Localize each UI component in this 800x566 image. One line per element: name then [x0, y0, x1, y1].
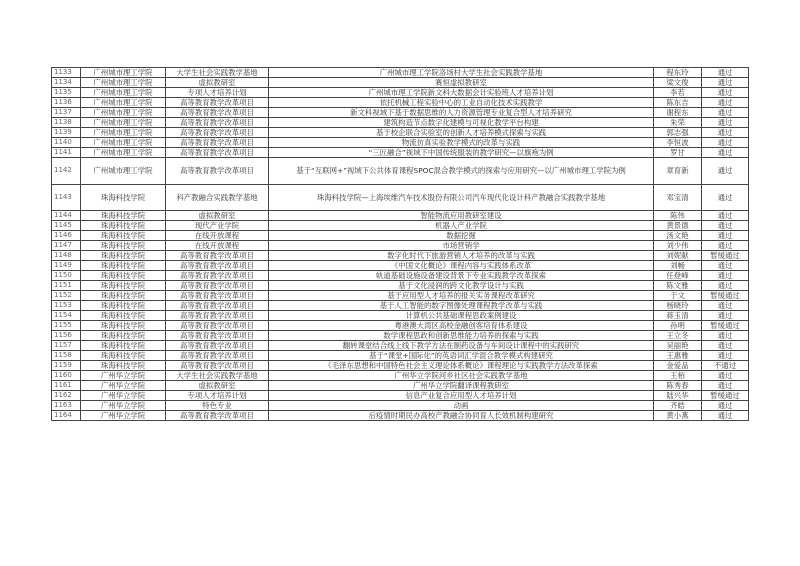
- table-row: [52, 261, 749, 271]
- school-cell: 珠海科技学院: [81, 185, 166, 211]
- status-cell: 通过: [702, 261, 749, 271]
- school-cell: 广州城市理工学院: [81, 148, 166, 158]
- principal-cell: 金爱品: [654, 361, 702, 371]
- table-row: [52, 108, 749, 118]
- row-number: 1159: [52, 361, 81, 371]
- project-name-cell: 赛恒虚拟教研室: [269, 78, 654, 88]
- project-type-cell: 虚拟教研室: [166, 381, 269, 391]
- school-cell: 珠海科技学院: [81, 311, 166, 321]
- status-cell: 通过: [702, 301, 749, 311]
- row-number: 1136: [52, 98, 81, 108]
- project-name-cell: 基于“互联网+”视域下公共体育课程SPOC混合教学模式的探索与应用研究—以广州城市理工学院为例: [269, 158, 654, 185]
- status-cell: 通过: [702, 128, 749, 138]
- row-number: 1144: [52, 211, 81, 221]
- status-cell: 通过: [702, 108, 749, 118]
- project-type-cell: 高等教育教学改革项目: [166, 351, 269, 361]
- table-row: [52, 231, 749, 241]
- project-name-cell: 《毛泽东思想和中国特色社会主义理论体系概论》课程理论与实践教学方法改革探索: [269, 361, 654, 371]
- project-name-cell: 机器人产业学院: [269, 221, 654, 231]
- status-cell: 通过: [702, 401, 749, 411]
- status-cell: 暂缓通过: [702, 321, 749, 331]
- project-name-cell: 后疫情时期民办高校产教融合协同育人长效机制构建研究: [269, 411, 654, 421]
- row-number: 1154: [52, 311, 81, 321]
- project-type-cell: 专项人才培养计划: [166, 391, 269, 401]
- project-type-cell: 高等教育教学改革项目: [166, 108, 269, 118]
- principal-cell: 汤文艳: [654, 231, 702, 241]
- project-type-cell: 高等教育教学改革项目: [166, 341, 269, 351]
- status-cell: 通过: [702, 148, 749, 158]
- table-row: [52, 311, 749, 321]
- row-number: 1153: [52, 301, 81, 311]
- table-row: [52, 301, 749, 311]
- row-number: 1147: [52, 241, 81, 251]
- row-number: 1162: [52, 391, 81, 401]
- school-cell: 广州城市理工学院: [81, 158, 166, 185]
- table-row: [52, 68, 749, 78]
- table-row: [52, 221, 749, 231]
- principal-cell: 李恒波: [654, 138, 702, 148]
- principal-cell: 孙明: [654, 321, 702, 331]
- school-cell: 珠海科技学院: [81, 301, 166, 311]
- school-cell: 广州华立学院: [81, 391, 166, 401]
- table-row: [52, 411, 749, 421]
- status-cell: 通过: [702, 281, 749, 291]
- principal-cell: 陈文雅: [654, 281, 702, 291]
- row-number: 1156: [52, 331, 81, 341]
- row-number: 1158: [52, 351, 81, 361]
- project-name-cell: 信息产业复合应用型人才培养计划: [269, 391, 654, 401]
- row-number: 1142: [52, 158, 81, 185]
- row-number: 1161: [52, 381, 81, 391]
- table-row: [52, 251, 749, 261]
- project-name-cell: 市场营销学: [269, 241, 654, 251]
- principal-cell: 黄景德: [654, 221, 702, 231]
- status-cell: 通过: [702, 221, 749, 231]
- table-body: [52, 68, 749, 421]
- status-cell: 通过: [702, 241, 749, 251]
- project-type-cell: 高等教育教学改革项目: [166, 98, 269, 108]
- school-cell: 广州城市理工学院: [81, 118, 166, 128]
- table-row: [52, 331, 749, 341]
- principal-cell: 邓宝清: [654, 185, 702, 211]
- row-number: 1137: [52, 108, 81, 118]
- principal-cell: 刘畅: [654, 261, 702, 271]
- project-type-cell: 高等教育教学改革项目: [166, 118, 269, 128]
- row-number: 1140: [52, 138, 81, 148]
- principal-cell: 陈东吉: [654, 98, 702, 108]
- project-name-cell: 广州华立学院翻译课程教研室: [269, 381, 654, 391]
- school-cell: 珠海科技学院: [81, 241, 166, 251]
- table-row: [52, 321, 749, 331]
- row-number: 1138: [52, 118, 81, 128]
- status-cell: 通过: [702, 98, 749, 108]
- status-cell: 暂缓通过: [702, 291, 749, 301]
- school-cell: 珠海科技学院: [81, 281, 166, 291]
- principal-cell: 罗甘: [654, 148, 702, 158]
- project-type-cell: 高等教育教学改革项目: [166, 301, 269, 311]
- principal-cell: 郭志强: [654, 128, 702, 138]
- project-name-cell: 建筑构造节点数字化建模与可视化教学平台构建: [269, 118, 654, 128]
- table-row: [52, 185, 749, 211]
- principal-cell: 陈伟: [654, 211, 702, 221]
- row-number: 1149: [52, 261, 81, 271]
- row-number: 1163: [52, 401, 81, 411]
- row-number: 1155: [52, 321, 81, 331]
- project-type-cell: 虚拟教研室: [166, 211, 269, 221]
- school-cell: 珠海科技学院: [81, 231, 166, 241]
- table-row: [52, 351, 749, 361]
- school-cell: 珠海科技学院: [81, 261, 166, 271]
- status-cell: 不通过: [702, 361, 749, 371]
- project-type-cell: 专项人才培养计划: [166, 88, 269, 98]
- project-type-cell: 现代产业学院: [166, 221, 269, 231]
- table-row: [52, 401, 749, 411]
- status-cell: 通过: [702, 411, 749, 421]
- status-cell: 通过: [702, 331, 749, 341]
- principal-cell: 陆兴华: [654, 391, 702, 401]
- principal-cell: 任登峰: [654, 271, 702, 281]
- principal-cell: 齐皓: [654, 401, 702, 411]
- school-cell: 珠海科技学院: [81, 321, 166, 331]
- project-type-cell: 在线开放课程: [166, 231, 269, 241]
- project-name-cell: 计算机公共基础课程思政案例建设: [269, 311, 654, 321]
- school-cell: 珠海科技学院: [81, 341, 166, 351]
- table-row: [52, 281, 749, 291]
- school-cell: 珠海科技学院: [81, 351, 166, 361]
- row-number: 1146: [52, 231, 81, 241]
- principal-cell: 朱荣: [654, 118, 702, 128]
- row-number: 1152: [52, 291, 81, 301]
- row-number: 1141: [52, 148, 81, 158]
- school-cell: 珠海科技学院: [81, 251, 166, 261]
- project-name-cell: 基于人工智能的数字图像处理课程教学改革与实践: [269, 301, 654, 311]
- status-cell: 通过: [702, 88, 749, 98]
- project-type-cell: 在线开放课程: [166, 241, 269, 251]
- principal-cell: 刘妮献: [654, 251, 702, 261]
- table-row: [52, 371, 749, 381]
- school-cell: 广州城市理工学院: [81, 78, 166, 88]
- table-row: [52, 88, 749, 98]
- project-name-cell: 动画: [269, 401, 654, 411]
- row-number: 1133: [52, 68, 81, 78]
- project-name-cell: 数学课程思政和创新思维能力培养的探索与实践: [269, 331, 654, 341]
- project-type-cell: 高等教育教学改革项目: [166, 321, 269, 331]
- school-cell: 广州城市理工学院: [81, 108, 166, 118]
- row-number: 1150: [52, 271, 81, 281]
- row-number: 1151: [52, 281, 81, 291]
- project-type-cell: 特色专业: [166, 401, 269, 411]
- principal-cell: 李若: [654, 88, 702, 98]
- status-cell: 通过: [702, 78, 749, 88]
- project-name-cell: 基于校企联合实验室的创新人才培养模式探索与实践: [269, 128, 654, 138]
- project-name-cell: 基于“课堂+国际化”的英语词汇学混合教学模式构建研究: [269, 351, 654, 361]
- school-cell: 广州城市理工学院: [81, 88, 166, 98]
- principal-cell: 章育新: [654, 158, 702, 185]
- project-name-cell: 基于应用型人才培养的报关实务课程改革研究: [269, 291, 654, 301]
- school-cell: 珠海科技学院: [81, 331, 166, 341]
- project-type-cell: 高等教育教学改革项目: [166, 311, 269, 321]
- project-name-cell: 广州华立学院河乡社区社会实践教学基地: [269, 371, 654, 381]
- principal-cell: 杨晓玲: [654, 301, 702, 311]
- project-name-cell: 广州城市理工学院新文科大数据会计实验班人才培养计划: [269, 88, 654, 98]
- project-name-cell: 数字化时代下旅游营销人才培养的改革与实践: [269, 251, 654, 261]
- school-cell: 广州城市理工学院: [81, 68, 166, 78]
- project-type-cell: 高等教育教学改革项目: [166, 128, 269, 138]
- status-cell: 通过: [702, 341, 749, 351]
- table-row: [52, 128, 749, 138]
- principal-cell: 王惠雅: [654, 351, 702, 361]
- project-name-cell: 翻转课堂结合线上线下教学方法在制药设备与车间设计课程中的实践研究: [269, 341, 654, 351]
- project-name-cell: “三匠融合”视域下中国传统服装的教学研究—以旗袍为例: [269, 148, 654, 158]
- table-row: [52, 78, 749, 88]
- status-cell: 通过: [702, 185, 749, 211]
- table-row: [52, 148, 749, 158]
- row-number: 1164: [52, 411, 81, 421]
- school-cell: 广州华立学院: [81, 401, 166, 411]
- school-cell: 珠海科技学院: [81, 291, 166, 301]
- project-type-cell: 虚拟教研室: [166, 78, 269, 88]
- principal-cell: 梁文俊: [654, 78, 702, 88]
- school-cell: 广州城市理工学院: [81, 98, 166, 108]
- principal-cell: 刘少伟: [654, 241, 702, 251]
- row-number: 1157: [52, 341, 81, 351]
- row-number: 1148: [52, 251, 81, 261]
- principal-cell: 王立冬: [654, 331, 702, 341]
- table-row: [52, 341, 749, 351]
- school-cell: 广州华立学院: [81, 411, 166, 421]
- project-type-cell: 大学生社会实践教学基地: [166, 371, 269, 381]
- project-name-cell: 依托机械工程实验中心的工业自动化技术实践教学: [269, 98, 654, 108]
- principal-cell: 王栢: [654, 371, 702, 381]
- school-cell: 珠海科技学院: [81, 361, 166, 371]
- status-cell: 通过: [702, 158, 749, 185]
- project-type-cell: 高等教育教学改革项目: [166, 271, 269, 281]
- status-cell: 通过: [702, 231, 749, 241]
- project-type-cell: 大学生社会实践教学基地: [166, 68, 269, 78]
- project-type-cell: 高等教育教学改革项目: [166, 251, 269, 261]
- school-cell: 珠海科技学院: [81, 271, 166, 281]
- status-cell: 通过: [702, 138, 749, 148]
- status-cell: 通过: [702, 68, 749, 78]
- row-number: 1134: [52, 78, 81, 88]
- project-type-cell: 高等教育教学改革项目: [166, 411, 269, 421]
- table-row: [52, 391, 749, 401]
- principal-cell: 谢程东: [654, 108, 702, 118]
- project-name-cell: 粤港澳大湾区高校金融创客培育体系建设: [269, 321, 654, 331]
- row-number: 1139: [52, 128, 81, 138]
- project-type-cell: 高等教育教学改革项目: [166, 361, 269, 371]
- school-cell: 珠海科技学院: [81, 221, 166, 231]
- table-row: [52, 291, 749, 301]
- school-cell: 广州华立学院: [81, 381, 166, 391]
- status-cell: 通过: [702, 271, 749, 281]
- project-name-cell: 基于文化浸润的跨文化教学设计与实践: [269, 281, 654, 291]
- project-name-cell: 广州城市理工学院洛场村大学生社会实践教学基地: [269, 68, 654, 78]
- project-type-cell: 高等教育教学改革项目: [166, 158, 269, 185]
- table-row: [52, 381, 749, 391]
- row-number: 1145: [52, 221, 81, 231]
- principal-cell: 吴丽艳: [654, 341, 702, 351]
- school-cell: 广州城市理工学院: [81, 138, 166, 148]
- status-cell: 通过: [702, 311, 749, 321]
- status-cell: 通过: [702, 211, 749, 221]
- table-row: [52, 361, 749, 371]
- status-cell: 通过: [702, 371, 749, 381]
- table-row: [52, 138, 749, 148]
- table-row: [52, 211, 749, 221]
- row-number: 1135: [52, 88, 81, 98]
- table-row: [52, 118, 749, 128]
- project-name-cell: 智能物流应用教研室建设: [269, 211, 654, 221]
- project-type-cell: 高等教育教学改革项目: [166, 148, 269, 158]
- project-name-cell: 珠海科技学院—上海埃维汽车技术股份有限公司汽车现代化设计科产教融合实践教学基地: [269, 185, 654, 211]
- table-row: [52, 98, 749, 108]
- project-name-cell: 《中国文化概论》课程内容与实践体系改革: [269, 261, 654, 271]
- principal-cell: 黄小燕: [654, 411, 702, 421]
- project-name-cell: 轨道基础设施设备建设背景下专业实践教学改革探索: [269, 271, 654, 281]
- project-type-cell: 高等教育教学改革项目: [166, 261, 269, 271]
- project-type-cell: 高等教育教学改革项目: [166, 291, 269, 301]
- principal-cell: 于文: [654, 291, 702, 301]
- project-type-cell: 高等教育教学改革项目: [166, 138, 269, 148]
- project-type-cell: 高等教育教学改革项目: [166, 331, 269, 341]
- status-cell: 通过: [702, 381, 749, 391]
- project-type-cell: 高等教育教学改革项目: [166, 281, 269, 291]
- school-cell: 珠海科技学院: [81, 211, 166, 221]
- table-row: [52, 158, 749, 185]
- project-results-table: [51, 67, 749, 421]
- school-cell: 广州华立学院: [81, 371, 166, 381]
- project-name-cell: 新文科视域下基于数据思维的人力资源管理专业复合型人才培养研究: [269, 108, 654, 118]
- row-number: 1160: [52, 371, 81, 381]
- row-number: 1143: [52, 185, 81, 211]
- status-cell: 通过: [702, 118, 749, 128]
- project-type-cell: 科产教融合实践教学基地: [166, 185, 269, 211]
- status-cell: 暂缓通过: [702, 391, 749, 401]
- project-name-cell: 物流仿真实验教学模式的改革与实践: [269, 138, 654, 148]
- table-row: [52, 241, 749, 251]
- school-cell: 广州城市理工学院: [81, 128, 166, 138]
- principal-cell: 蒋玉清: [654, 311, 702, 321]
- status-cell: 通过: [702, 351, 749, 361]
- status-cell: 暂缓通过: [702, 251, 749, 261]
- principal-cell: 陈秀春: [654, 381, 702, 391]
- project-name-cell: 数据挖掘: [269, 231, 654, 241]
- table-row: [52, 271, 749, 281]
- principal-cell: 程东玲: [654, 68, 702, 78]
